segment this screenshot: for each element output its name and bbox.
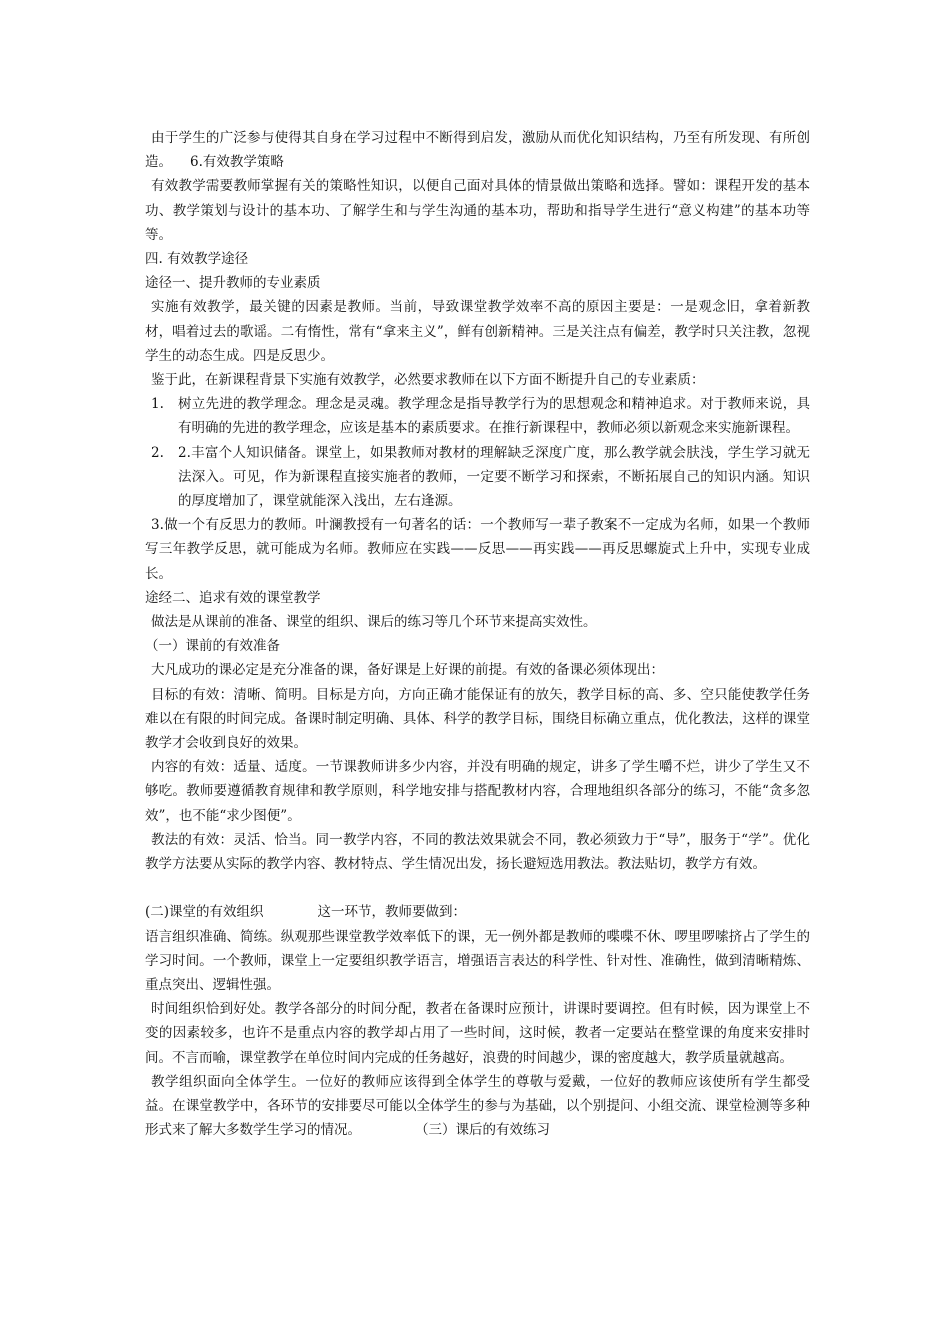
paragraph-1-text: 由于学生的广泛参与使得其自身在学习过程中不断得到启发，激励从而优化知识结构，乃至有所发现、有所创造。 bbox=[145, 130, 810, 171]
heading-route-2: 途经二、追求有效的课堂教学 bbox=[145, 589, 321, 606]
list-text: 树立先进的教学理念。理念是灵魂。教学理念是指导教学行为的思想观念和精神追求。对于教师来说，具有明确的先进的教学理念，应该是基本的素质要求。在推行新课程中，教师必须以新观念来实施新课程。 bbox=[178, 396, 810, 437]
paragraph-5: 3.做一个有反思力的教师。叶澜教授有一句著名的话：一个教师写一辈子教案不一定成为名师，如果一个教师写三年教学反思，就可能成为名师。教师应在实践——反思——再实践——再反思螺旋式上升中，实现专业成长。 bbox=[145, 517, 810, 582]
paragraph-11: 语言组织准确、简练。纵观那些课堂教学效率低下的课，无一例外都是教师的喋喋不休、啰里啰嗦挤占了学生的学习时间。一个教师，课堂上一定要组织教学语言，增强语言表达的科学性、针对性、准确性，做到清晰精炼、重点突出、逻辑性强。 bbox=[145, 928, 810, 993]
heading-strategy: 6.有效教学策略 bbox=[190, 154, 284, 171]
list-number: 2. bbox=[151, 444, 164, 461]
heading-section-1: （一）课前的有效准备 bbox=[145, 638, 280, 655]
heading-section-2-tail: 这一环节，教师要做到： bbox=[317, 904, 467, 921]
paragraph-13 bbox=[145, 1070, 810, 1143]
document-page bbox=[145, 126, 810, 1142]
paragraph-2: 有效教学需要教师掌握有关的策略性知识，以便自己面对具体的情景做出策略和选择。譬如：课程开发的基本功、教学策划与设计的基本功、了解学生和与学生沟通的基本功，帮助和指导学生进行“意义构建”的基本功等等。 bbox=[145, 178, 810, 243]
paragraph-3: 实施有效教学，最关键的因素是教师。当前，导致课堂教学效率不高的原因主要是：一是观念旧，拿着新教材，唱着过去的歌谣。二有惰性，常有“拿来主义”，鲜有创新精神。三是关注点有偏差，教学时只关注教，忽视学生的动态生成。四是反思少。 bbox=[145, 299, 810, 364]
paragraph-7: 大凡成功的课必定是充分准备的课，备好课是上好课的前提。有效的备课必须体现出： bbox=[151, 662, 664, 679]
heading-4: 四. 有效教学途径 bbox=[145, 251, 249, 268]
list-item bbox=[145, 441, 810, 514]
heading-section-2-line bbox=[145, 900, 810, 924]
blank-line bbox=[145, 876, 810, 900]
heading-section-3: （三）课后的有效练习 bbox=[415, 1122, 550, 1139]
list-text: 2.丰富个人知识储备。课堂上，如果教师对教材的理解缺乏深度广度，那么教学就会肤浅，学生学习就无法深入。可见，作为新课程直接实施者的教师，一定要不断学习和探索，不断拓展自己的知识内涵。知识的厚度增加了，课堂就能深入浅出，左右逢源。 bbox=[178, 444, 810, 510]
list-item bbox=[145, 392, 810, 440]
paragraph-8: 目标的有效：清晰、简明。目标是方向，方向正确才能保证有的放矢，教学目标的高、多、空只能使教学任务难以在有限的时间完成。备课时制定明确、具体、科学的教学目标，围绕目标确立重点，优化教法，这样的课堂教学才会收到良好的效果。 bbox=[145, 686, 810, 752]
heading-section-2: (二)课堂的有效组织 bbox=[145, 904, 264, 921]
heading-route-1: 途径一、提升教师的专业素质 bbox=[145, 275, 321, 292]
paragraph-9: 内容的有效：适量、适度。一节课教师讲多少内容，并没有明确的规定，讲多了学生嚼不烂，讲少了学生又不够吃。教师要遵循教育规律和教学原则，科学地安排与搭配教材内容，合理地组织各部分的练习，不能“贪多忽效”，也不能“求少图便”。 bbox=[145, 759, 810, 824]
paragraph-4: 鉴于此，在新课程背景下实施有效教学，必然要求教师在以下方面不断提升自己的专业素质： bbox=[151, 372, 705, 389]
paragraph-12: 时间组织恰到好处。教学各部分的时间分配，教者在备课时应预计，讲课时要调控。但有时候，因为课堂上不变的因素较多，也许不是重点内容的教学却占用了一些时间，这时候，教者一定要站在整堂课的角度来安排时间。不言而喻，课堂教学在单位时间内完成的任务越好，浪费的时间越少，课的密度越大，教学质量就越高。 bbox=[145, 1001, 810, 1066]
paragraph-6: 做法是从课前的准备、课堂的组织、课后的练习等几个环节来提高实效性。 bbox=[151, 614, 597, 631]
paragraph-10: 教法的有效：灵活、恰当。同一教学内容，不同的教法效果就会不同，教必须致力于“导”，服务于“学”。优化教学方法要从实际的教学内容、教材特点、学生情况出发，扬长避短选用教法。教法贴切，教学方有效。 bbox=[145, 831, 810, 873]
list-number: 1. bbox=[151, 396, 164, 413]
paragraph-1 bbox=[145, 126, 810, 174]
paragraph-13-text: 教学组织面向全体学生。一位好的教师应该得到全体学生的尊敬与爱戴，一位好的教师应该使所有学生都受益。在课堂教学中，各环节的安排要尽可能以全体学生的参与为基础，以个别提问、小组交流、课堂检测等多种形式来了解大多数学生学习的情况。 bbox=[145, 1073, 810, 1139]
